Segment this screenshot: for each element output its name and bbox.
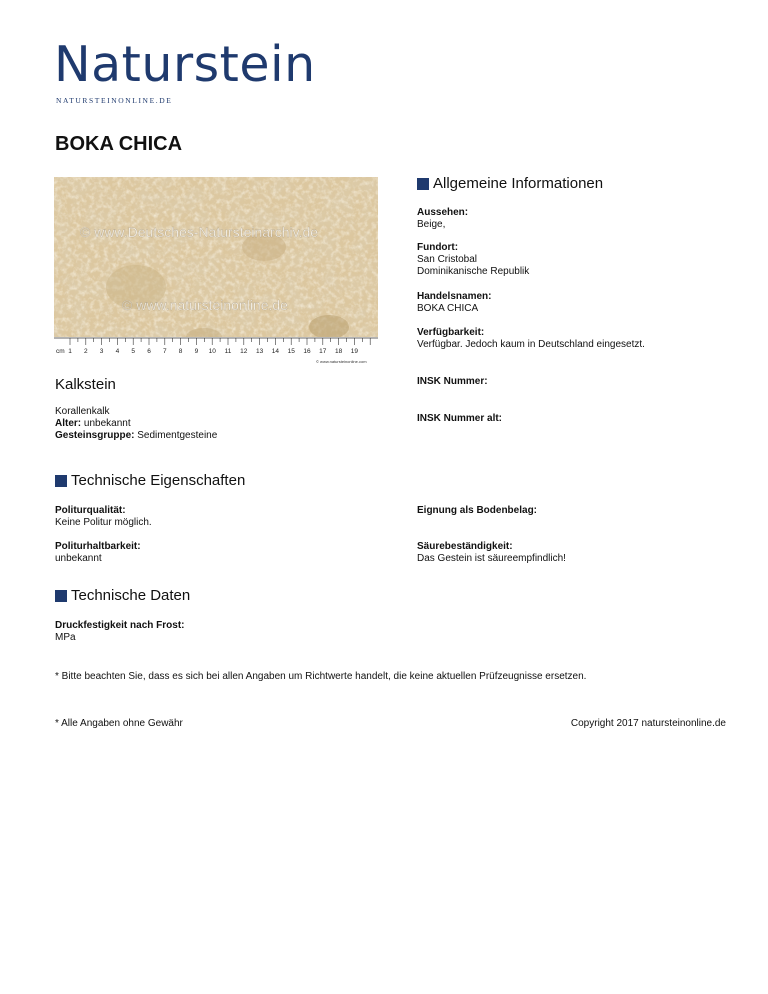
logo-subtitle: NATURSTEINONLINE.DE: [56, 96, 173, 105]
ruler-number: 18: [334, 348, 343, 355]
origin-label: Fundort:: [417, 242, 459, 253]
floor-suitability-label: Eignung als Bodenbelag:: [417, 505, 538, 516]
ruler-number: 11: [224, 348, 232, 355]
ruler-credit: © www.natursteinonline.com: [316, 359, 367, 364]
origin-country: Dominikanische Republik: [417, 266, 530, 277]
ruler-number: 17: [319, 348, 327, 355]
section-general-heading: [417, 176, 603, 191]
footer-copyright: Copyright 2017 natursteinonline.de: [570, 718, 726, 729]
rock-group-label: Gesteinsgruppe:: [55, 430, 135, 441]
ruler-number: 2: [83, 348, 88, 355]
section-data-heading: [55, 588, 190, 603]
frost-strength-label: Druckfestigkeit nach Frost:: [55, 620, 185, 631]
ruler-number: 5: [131, 348, 136, 355]
ruler-number: 4: [115, 348, 120, 355]
availability-value: Verfügbar. Jedoch kaum in Deutschland eingesetzt.: [417, 339, 645, 350]
rock-group-value: Sedimentgesteine: [137, 430, 218, 441]
ruler-number: 10: [208, 348, 216, 355]
ruler-number: 16: [303, 348, 311, 355]
logo: Naturstein: [54, 36, 316, 93]
appearance-value: Beige,: [417, 219, 446, 230]
rock-subtype: Korallenkalk: [55, 406, 110, 417]
disclaimer-note: * Bitte beachten Sie, dass es sich bei allen Angaben um Richtwerte handelt, die keine aktuellen Prüfzeugnisse ersetzen.: [55, 671, 587, 682]
ruler-number: 3: [99, 348, 104, 355]
trade-names-label: Handelsnamen:: [417, 291, 492, 302]
polish-quality-value: Keine Politur möglich.: [55, 517, 152, 528]
ruler-number: 19: [350, 348, 359, 355]
section-properties-title: Technische Eigenschaften: [71, 472, 246, 489]
section-square-icon: [55, 475, 67, 487]
watermark-archiv: © www.Deutsches-Natursteinarchiv.de: [80, 224, 319, 240]
frost-strength-value: MPa: [55, 632, 76, 643]
appearance-label: Aussehen:: [417, 207, 469, 218]
section-general-title: Allgemeine Informationen: [433, 175, 604, 192]
watermark-online: © www.natursteinonline.de: [122, 297, 288, 313]
ruler-number: 7: [162, 348, 167, 355]
availability-label: Verfügbarkeit:: [417, 327, 485, 338]
polish-durability-label: Politurhaltbarkeit:: [55, 541, 141, 552]
section-square-icon: [417, 178, 429, 190]
acid-resistance-value: Das Gestein ist säureempfindlich!: [417, 553, 566, 564]
origin-city: San Cristobal: [417, 254, 478, 265]
age-value: unbekannt: [83, 418, 131, 429]
insk-number-label: INSK Nummer:: [417, 376, 488, 387]
ruler-number: 8: [178, 348, 183, 355]
page-title: BOKA CHICA: [55, 133, 183, 155]
ruler-number: 15: [287, 348, 295, 355]
polish-quality-label: Politurqualität:: [55, 505, 126, 516]
stone-sample-image: [54, 177, 378, 370]
rock-type: Kalkstein: [55, 376, 116, 393]
section-data-title: Technische Daten: [71, 587, 191, 604]
insk-number-old-label: INSK Nummer alt:: [417, 413, 503, 424]
section-properties-heading: [55, 473, 245, 488]
ruler-unit: cm: [56, 348, 65, 355]
ruler-number: 6: [147, 348, 151, 355]
acid-resistance-label: Säurebeständigkeit:: [417, 541, 513, 552]
trade-names-value: BOKA CHICA: [417, 303, 479, 314]
polish-durability-value: unbekannt: [55, 553, 102, 564]
ruler-number: 14: [271, 348, 280, 355]
ruler-number: 9: [194, 348, 199, 355]
age-label: Alter:: [55, 418, 82, 429]
section-square-icon: [55, 590, 67, 602]
ruler-number: 1: [68, 348, 72, 355]
age-row: [55, 418, 131, 430]
ruler-number: 13: [255, 348, 264, 355]
rock-group-row: [55, 430, 217, 442]
ruler-number: 12: [240, 348, 248, 355]
footer-disclaimer: * Alle Angaben ohne Gewähr: [55, 718, 183, 729]
scale-ruler: [54, 337, 378, 370]
